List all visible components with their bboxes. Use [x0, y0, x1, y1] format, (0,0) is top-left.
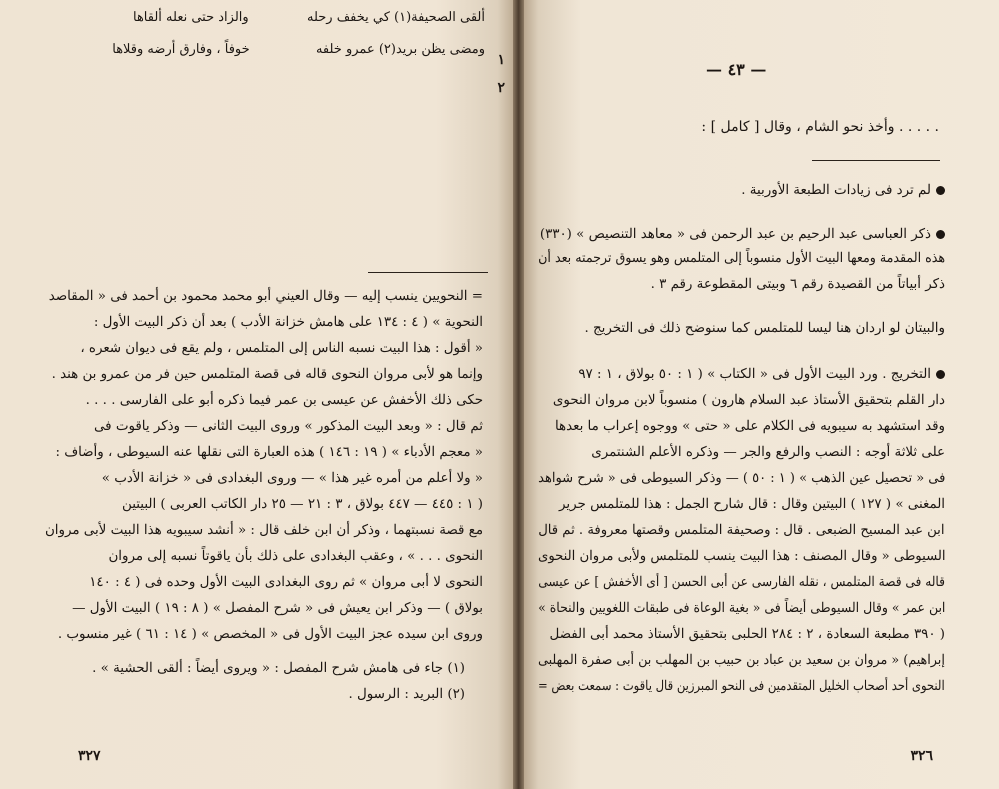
- body-line: ( ١ : ٤٤٥ — ٤٤٧ بولاق ، ٣ : ٢١ — ٢٥ دار الكاتب العربى ) البيتين: [122, 497, 483, 512]
- footnote-1: (١) جاء فى هامش شرح المفصل : « ويروى أيضاً : ألقى الحشية » .: [92, 661, 465, 676]
- attribution-note: والبيتان لو اردان هنا ليسا للمتلمس كما سنوضح ذلك فى التخريج .: [584, 321, 945, 336]
- takhrij-line: فى « تحصيل عين الذهب » ( ١ : ٥٠ ) — وذكر السيوطى فى « شرح شواهد: [537, 471, 945, 486]
- note-bullet-2-line: ذكر أبياتاً من القصيدة رقم ٦ وبيتى المقطوعة رقم ٣ .: [650, 277, 945, 292]
- verse-intro: . . . . . وأخذ نحو الشام ، وقال [ كامل ] :: [701, 119, 939, 135]
- takhrij-line: المغنى » ( ١٢٧ ) البيتين وقال : قال شارح الجمل : هذا للمتلمس جرير: [559, 497, 945, 512]
- body-line: حكى ذلك الأخفش عن عيسى بن عمر فيما ذكره أبو على الفارسى . . . .: [85, 393, 483, 408]
- takhrij-line: ( ٣٩٠ مطبعة السعادة ، ٢ : ٢٨٤ الحلبى بتحقيق الأستاذ محمد أبى الفضل: [549, 627, 945, 642]
- footnote-2: (٢) البريد : الرسول .: [348, 687, 465, 702]
- takhrij-line: وقد استشهد به سيبويه فى الكلام على « حتى » ووجوه إعراب ما بعدها: [554, 419, 945, 434]
- poem-line-1: [133, 10, 485, 25]
- section-number: — ٤٣ —: [706, 60, 767, 79]
- body-line: « أقول : هذا البيت نسبه الناس إلى المتلمس ، ولم يقع فى ديوان شعره ،: [80, 341, 483, 356]
- body-line: ثم قال : « وبعد البيت المذكور » وروى البيت الثانى — وذكر ياقوت فى: [94, 419, 483, 434]
- note-bullet-2: [540, 226, 945, 244]
- poem-line-2-hemistich-b: خوفاً ، وفارق أرضه وقلاها: [112, 42, 250, 57]
- note-bullet-1: [741, 182, 945, 200]
- takhrij-line: قاله فى قصة المتلمس ، نقله الفارسى عن أبى الحسن [ أى الأخفش ] عن عيسى: [538, 575, 945, 590]
- poem-line-1-hemistich-b: والزاد حتى نعله ألقاها: [132, 10, 249, 25]
- body-line: « ولا أعلم من أمره غير هذا » — وروى البغدادى فى « خزانة الأدب »: [101, 471, 483, 486]
- body-line: = النحويين ينسب إليه — وقال العيني أبو محمد محمود بن أحمد فى « المقاصد: [48, 289, 483, 304]
- footnote-separator: [368, 272, 488, 273]
- takhrij-line: ابن عمر » وقال السيوطى أيضاً فى « بغية الوعاة فى طبقات اللغويين والنحاة »: [537, 601, 945, 616]
- takhrij-text: التخريج . ورد البيت الأول فى « الكتاب » ( ١ : ٥٠ بولاق ، ١ : ٩٧: [578, 367, 931, 382]
- note-bullet-1-text: لم ترد فى زيادات الطبعة الأوربية .: [741, 183, 931, 198]
- poem-line-1-hemistich-a: ألقى الصحيفة(١) كي يخفف رحله: [306, 10, 485, 25]
- body-line: « معجم الأدباء » ( ١٩ : ١٤٦ ) هذه العبارة التى نقلها عنه السيوطى ، وأضاف :: [55, 445, 483, 460]
- note-bullet-2-line: هذه المقدمة ومعها البيت الأول منسوباً إلى المتلمس وهو يسوق ترجمته بعد أن: [538, 251, 945, 266]
- poem-line-1-number: ١: [497, 52, 505, 68]
- takhrij-line: النحوى أحد أصحاب الخليل المتقدمين فى النحو المبرزين قال ياقوت : سمعت بعض =: [538, 679, 945, 694]
- note-bullet-2-line: ذكر العباسى عبد الرحيم بن عبد الرحمن فى « معاهد التنصيص » (٣٣٠): [539, 227, 931, 242]
- takhrij-line: ابن عبد المسيح الضبعى . قال : وصحيفة المتلمس وقصتها معروفة . ثم قال: [538, 523, 945, 538]
- book-gutter: [513, 0, 524, 789]
- body-line: مع قصة نسبتهما ، وذكر أن ابن خلف قال : « أنشد سيبويه هذا البيت لأبى مروان: [44, 523, 483, 538]
- page-number: ٣٢٦: [910, 748, 933, 764]
- takhrij-line: السيوطى « وقال المصنف : هذا البيت ينسب للمتلمس ولأبى مروان النحوى: [537, 549, 945, 564]
- poem-line-2-hemistich-a: ومضى يظن بريد(٢) عمرو خلفه: [315, 42, 485, 57]
- page-number: ٣٢٧: [78, 748, 101, 764]
- poem-line-2-number: ٢: [497, 80, 505, 96]
- body-line: النحوى لا أبى مروان » ثم روى البغدادى البيت الأول وحده فى ( ٤ : ١٤٠: [89, 575, 483, 590]
- right-page: [524, 0, 999, 789]
- bullet-icon: [936, 230, 945, 239]
- takhrij-line: دار القلم بتحقيق الأستاذ عبد السلام هارون ) منسوباً لابن مروان النحوى: [552, 393, 945, 408]
- body-line: النحوى . . . » ، وعقب البغدادى على ذلك بأن ياقوتاً نسبه إلى مروان: [108, 549, 483, 564]
- poem-line-2: [112, 42, 485, 57]
- takhrij-line: إبراهيم) « مروان بن سعيد بن عباد بن حبيب بن المهلب بن أبى صفرة المهلبى: [538, 653, 945, 668]
- body-line: بولاق ) — وذكر ابن يعيش فى « شرح المفصل » ( ٨ : ١٩ ) البيت الأول —: [72, 601, 483, 616]
- body-line: وإنما هو لأبى مروان النحوى قاله فى قصة المتلمس حين فر من عمرو بن هند .: [51, 367, 483, 382]
- bullet-icon: [936, 186, 945, 195]
- body-line: وروى ابن سيده عجز البيت الأول فى « المخصص » ( ١٤ : ٦١ ) غير منسوب .: [57, 627, 483, 642]
- bullet-icon: [936, 370, 945, 379]
- takhrij-line: [578, 366, 945, 384]
- verse-separator: [812, 160, 940, 161]
- takhrij-line: على ثلاثة أوجه : النصب والرفع والجر — وذكره الأعلم الشنتمرى: [591, 445, 945, 460]
- body-line: النحوية » ( ٤ : ١٣٤ على هامش خزانة الأدب ) بعد أن ذكر البيت الأول :: [93, 315, 483, 330]
